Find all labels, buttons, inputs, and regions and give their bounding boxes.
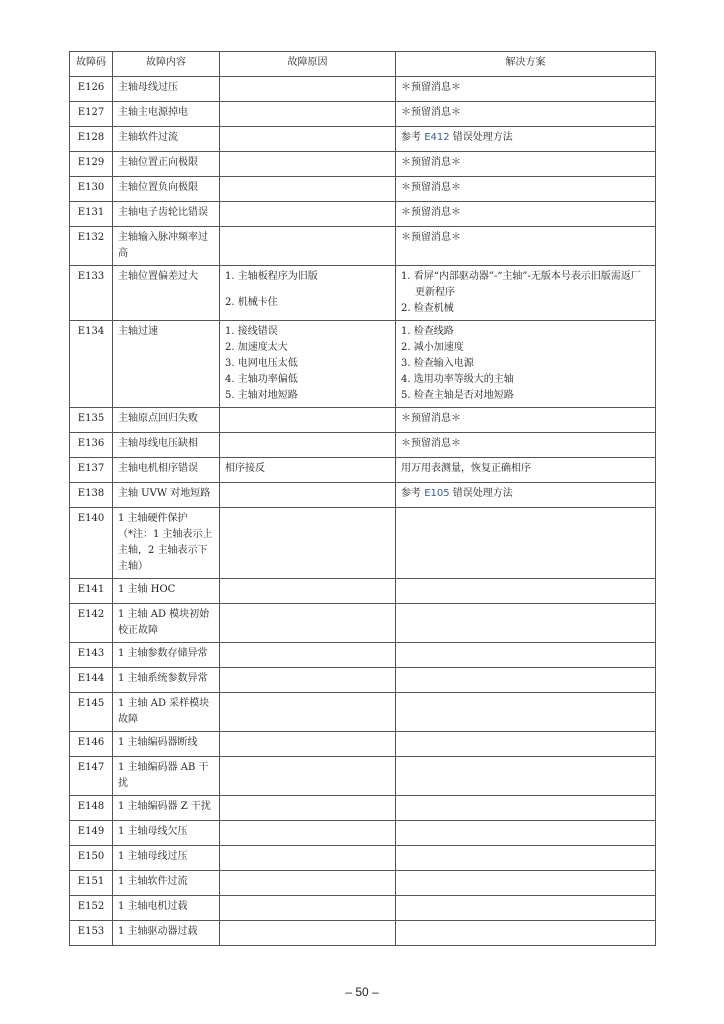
fault-content — [113, 921, 220, 946]
fault-content-text: 主轴电子齿轮比错误 — [118, 207, 208, 218]
table-row — [70, 483, 656, 508]
fault-solution — [396, 643, 656, 668]
page-number: – 50 – — [345, 985, 379, 999]
fault-content — [113, 821, 220, 846]
table-row — [70, 668, 656, 693]
fault-code: E144 — [70, 668, 113, 693]
table-row — [70, 871, 656, 896]
fault-code: E150 — [70, 846, 113, 871]
fault-solution: ＊预留消息＊ — [396, 77, 656, 102]
fault-cause — [220, 604, 396, 643]
fault-content — [113, 693, 220, 732]
fault-solution: ＊预留消息＊ — [396, 202, 656, 227]
fault-code: E133 — [70, 266, 113, 321]
fault-solution — [396, 508, 656, 579]
table-row — [70, 732, 656, 757]
fault-code: E131 — [70, 202, 113, 227]
fault-content — [113, 127, 220, 152]
solution-item: 4. 选用功率等级大的主轴 — [401, 374, 514, 385]
fault-content-text: 1 主轴系统参数异常 — [118, 673, 208, 684]
cause-item: 3. 电网电压太低 — [225, 358, 298, 369]
fault-solution: ＊预留消息＊ — [396, 177, 656, 202]
fault-content — [113, 483, 220, 508]
table-row — [70, 821, 656, 846]
fault-solution: ＊预留消息＊ — [396, 102, 656, 127]
fault-cause — [220, 693, 396, 732]
fault-cause — [220, 202, 396, 227]
error-reference-link[interactable]: E105 — [424, 488, 450, 499]
fault-code: E146 — [70, 732, 113, 757]
header-cause: 故障原因 — [220, 52, 396, 77]
table-row — [70, 321, 656, 408]
fault-cause — [220, 127, 396, 152]
fault-content — [113, 796, 220, 821]
error-reference-link[interactable]: E412 — [424, 132, 450, 143]
table-row — [70, 896, 656, 921]
fault-content — [113, 152, 220, 177]
cause-item: 1. 主轴板程序为旧版 — [225, 271, 318, 282]
solution-prefix: 参考 — [401, 488, 425, 499]
fault-code: E126 — [70, 77, 113, 102]
fault-content — [113, 227, 220, 266]
fault-content-note: （*注：1 主轴表示上主轴，2 主轴表示下主轴） — [118, 529, 213, 572]
fault-content — [113, 846, 220, 871]
fault-solution — [396, 579, 656, 604]
cause-item: 2. 机械卡住 — [225, 297, 278, 308]
fault-code: E140 — [70, 508, 113, 579]
fault-cause — [220, 433, 396, 458]
fault-content-text: 主轴过速 — [118, 326, 158, 337]
fault-code: E148 — [70, 796, 113, 821]
fault-code: E145 — [70, 693, 113, 732]
fault-code: E152 — [70, 896, 113, 921]
cause-item: 1. 接线错误 — [225, 326, 278, 337]
fault-content-text: 1 主轴 AD 采样模块故障 — [118, 698, 210, 725]
fault-content — [113, 757, 220, 796]
fault-code-table — [69, 51, 656, 946]
fault-solution: ＊预留消息＊ — [396, 227, 656, 266]
fault-content — [113, 732, 220, 757]
fault-solution — [396, 266, 656, 321]
fault-solution — [396, 921, 656, 946]
table-row — [70, 757, 656, 796]
fault-content-text: 主轴位置正向极限 — [118, 157, 198, 168]
fault-content-text: 主轴原点回归失败 — [118, 413, 198, 424]
fault-content-text: 主轴母线过压 — [118, 82, 178, 93]
fault-code: E137 — [70, 458, 113, 483]
fault-cause — [220, 846, 396, 871]
fault-content-text: 主轴位置偏差过大 — [118, 271, 198, 282]
fault-solution — [396, 896, 656, 921]
fault-solution — [396, 693, 656, 732]
header-code: 故障码 — [70, 52, 113, 77]
fault-solution — [396, 821, 656, 846]
fault-content — [113, 643, 220, 668]
table-row — [70, 102, 656, 127]
fault-code: E135 — [70, 408, 113, 433]
fault-solution: ＊预留消息＊ — [396, 408, 656, 433]
fault-content-text: 主轴位置负向极限 — [118, 182, 198, 193]
header-content: 故障内容 — [113, 52, 220, 77]
fault-cause — [220, 668, 396, 693]
solution-item: 5. 检查主轴是否对地短路 — [401, 390, 514, 401]
solution-suffix: 错误处理方法 — [449, 488, 513, 499]
fault-code: E151 — [70, 871, 113, 896]
fault-solution — [396, 732, 656, 757]
fault-content-text: 1 主轴编码器断线 — [118, 737, 198, 748]
fault-solution — [396, 321, 656, 408]
fault-content-text: 主轴 UVW 对地短路 — [118, 488, 211, 499]
table-row — [70, 202, 656, 227]
fault-cause — [220, 483, 396, 508]
table-row — [70, 579, 656, 604]
fault-cause — [220, 508, 396, 579]
fault-solution — [396, 796, 656, 821]
fault-content-text: 1 主轴软件过流 — [118, 876, 188, 887]
fault-content — [113, 408, 220, 433]
fault-code: E147 — [70, 757, 113, 796]
fault-solution — [396, 127, 656, 152]
fault-content-text: 主轴母线电压缺相 — [118, 438, 198, 449]
fault-code: E153 — [70, 921, 113, 946]
fault-solution: ＊预留消息＊ — [396, 152, 656, 177]
spacer — [225, 285, 390, 295]
fault-content — [113, 177, 220, 202]
fault-cause — [220, 77, 396, 102]
table-row — [70, 266, 656, 321]
solution-item: 2. 减小加速度 — [401, 342, 464, 353]
fault-cause — [220, 152, 396, 177]
fault-cause — [220, 796, 396, 821]
fault-code: E141 — [70, 579, 113, 604]
fault-content — [113, 508, 220, 579]
fault-content — [113, 321, 220, 408]
fault-cause — [220, 757, 396, 796]
fault-solution — [396, 483, 656, 508]
fault-content-text: 主轴软件过流 — [118, 132, 178, 143]
fault-content-text: 1 主轴硬件保护 — [118, 513, 188, 524]
header-solution: 解决方案 — [396, 52, 656, 77]
cause-item: 5. 主轴对地短路 — [225, 390, 298, 401]
fault-content-text: 1 主轴编码器 Z 干扰 — [118, 801, 211, 812]
table-header-row — [70, 52, 656, 77]
fault-solution — [396, 846, 656, 871]
fault-content-text: 1 主轴参数存储异常 — [118, 648, 208, 659]
table-row — [70, 127, 656, 152]
fault-content-text: 主轴输入脉冲频率过高 — [118, 232, 208, 259]
fault-content-text: 1 主轴母线过压 — [118, 851, 188, 862]
fault-code: E138 — [70, 483, 113, 508]
fault-code: E134 — [70, 321, 113, 408]
table-row — [70, 77, 656, 102]
fault-cause — [220, 579, 396, 604]
fault-content-text: 1 主轴电机过载 — [118, 901, 188, 912]
fault-code: E132 — [70, 227, 113, 266]
fault-code: E128 — [70, 127, 113, 152]
fault-cause — [220, 102, 396, 127]
fault-cause — [220, 896, 396, 921]
table-row — [70, 458, 656, 483]
fault-content-text: 1 主轴母线欠压 — [118, 826, 188, 837]
fault-solution: 用万用表测量，恢复正确相序 — [396, 458, 656, 483]
table-row — [70, 796, 656, 821]
fault-content — [113, 896, 220, 921]
fault-solution — [396, 668, 656, 693]
fault-code: E143 — [70, 643, 113, 668]
table-row — [70, 152, 656, 177]
fault-content-text: 1 主轴 AD 模块初始校正故障 — [118, 609, 210, 636]
fault-code: E142 — [70, 604, 113, 643]
fault-content-text: 主轴主电源掉电 — [118, 107, 188, 118]
fault-content — [113, 77, 220, 102]
table-row — [70, 177, 656, 202]
fault-cause — [220, 871, 396, 896]
fault-content — [113, 871, 220, 896]
fault-cause — [220, 732, 396, 757]
solution-item: 2. 检查机械 — [401, 303, 454, 314]
fault-solution — [396, 871, 656, 896]
table-row — [70, 846, 656, 871]
fault-code: E129 — [70, 152, 113, 177]
table-row — [70, 433, 656, 458]
table-row — [70, 643, 656, 668]
fault-content — [113, 604, 220, 643]
fault-solution — [396, 757, 656, 796]
table-row — [70, 921, 656, 946]
fault-content — [113, 579, 220, 604]
cause-item: 2. 加速度太大 — [225, 342, 288, 353]
fault-content-text: 1 主轴编码器 AB 干扰 — [118, 762, 209, 789]
fault-solution — [396, 604, 656, 643]
fault-content — [113, 433, 220, 458]
fault-code: E127 — [70, 102, 113, 127]
fault-cause — [220, 408, 396, 433]
table-row — [70, 604, 656, 643]
fault-content — [113, 202, 220, 227]
fault-cause: 相序接反 — [220, 458, 396, 483]
solution-item: 1. 检查线路 — [401, 326, 454, 337]
fault-cause — [220, 821, 396, 846]
cause-item: 4. 主轴功率偏低 — [225, 374, 298, 385]
fault-cause — [220, 321, 396, 408]
fault-cause — [220, 921, 396, 946]
solution-suffix: 错误处理方法 — [449, 132, 513, 143]
solution-item: 3. 检查输入电源 — [401, 358, 474, 369]
fault-code: E149 — [70, 821, 113, 846]
fault-content-text: 1 主轴驱动器过载 — [118, 926, 198, 937]
fault-content — [113, 102, 220, 127]
fault-cause — [220, 227, 396, 266]
fault-content — [113, 458, 220, 483]
fault-content — [113, 266, 220, 321]
fault-content-text: 1 主轴 HOC — [118, 584, 176, 595]
solution-item: 1. 看屏“内部驱动器”-“主轴”-无版本号表示旧版需返厂更新程序 — [401, 271, 641, 298]
table-row — [70, 508, 656, 579]
table-row — [70, 693, 656, 732]
table-row — [70, 227, 656, 266]
fault-code: E130 — [70, 177, 113, 202]
fault-cause — [220, 177, 396, 202]
table-row — [70, 408, 656, 433]
fault-content-text: 主轴电机相序错误 — [118, 463, 198, 474]
fault-cause — [220, 643, 396, 668]
fault-cause — [220, 266, 396, 321]
fault-code: E136 — [70, 433, 113, 458]
fault-solution: ＊预留消息＊ — [396, 433, 656, 458]
solution-prefix: 参考 — [401, 132, 425, 143]
fault-content — [113, 668, 220, 693]
